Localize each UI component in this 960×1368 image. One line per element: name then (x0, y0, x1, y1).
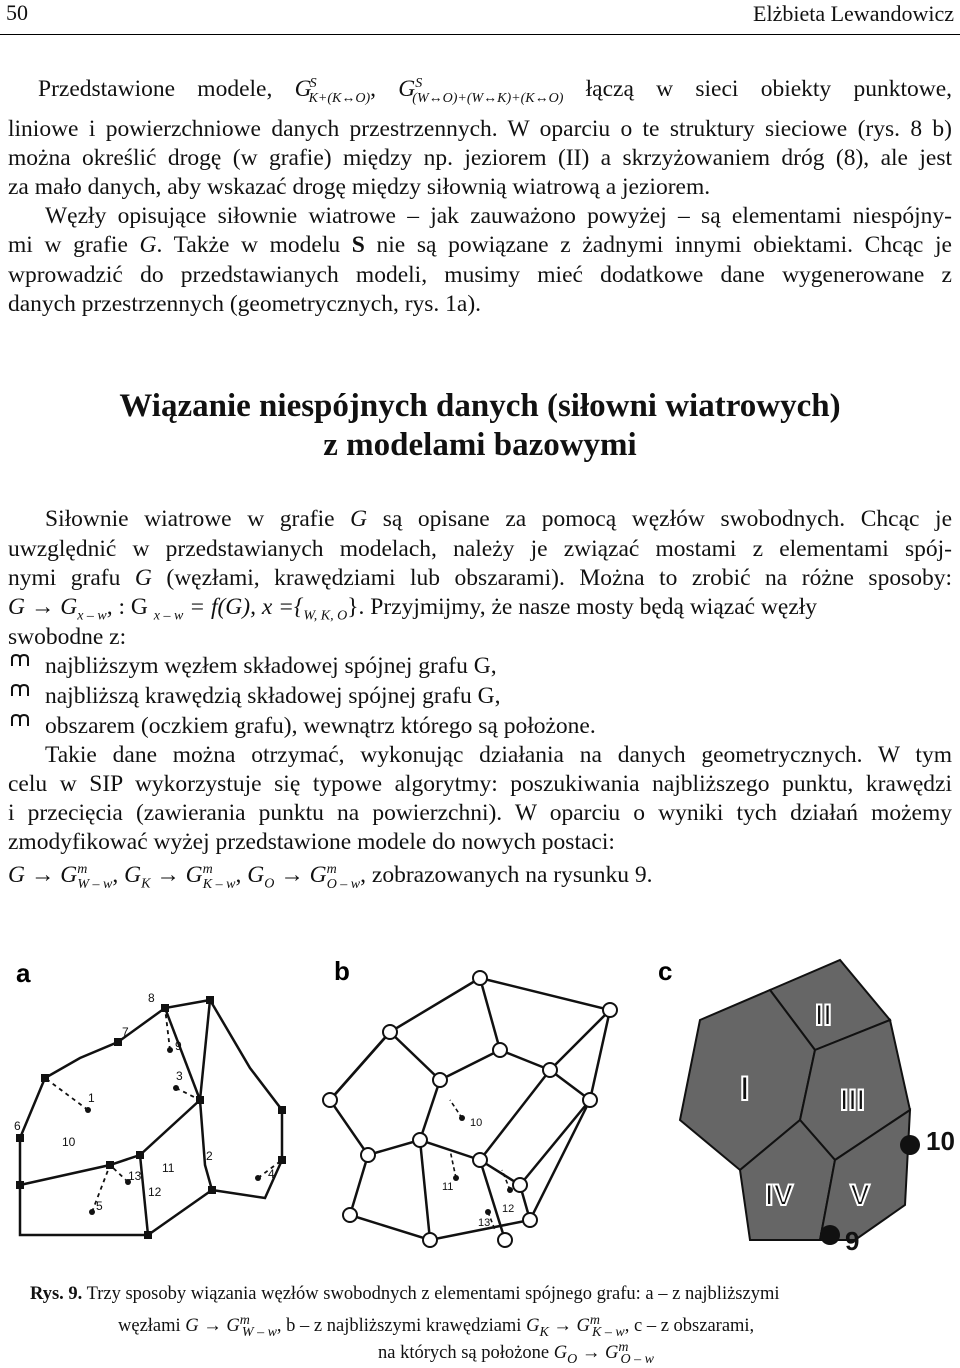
intro-line-3: można określić drogę (w grafie) między np. jeziorem (II) a skrzyżowaniem dróg (8), ale jest (8, 145, 952, 171)
author-name: Elżbieta Lewandowicz (753, 1, 954, 26)
graph-node (161, 1004, 169, 1012)
node-label: 5 (96, 1199, 103, 1213)
body-line-1: Siłownie wiatrowe w grafie G są opisane za pomocą węzłów swobodnych. Chcąc je (45, 506, 952, 532)
body-line-2: uwzględnić w przedstawianych modelach, należy je związać mostami z elementami spój- (8, 536, 952, 562)
node-label: 9 (175, 1039, 182, 1053)
bullet-icon (10, 710, 30, 730)
free-node-9 (820, 1225, 840, 1245)
region-label: III (840, 1084, 866, 1117)
node-label: 13 (478, 1217, 491, 1229)
panel-b-nodes (323, 971, 617, 1247)
node-label: 11 (442, 1181, 454, 1193)
region-label: II (815, 999, 832, 1032)
graph-node (136, 1151, 144, 1159)
free-node (255, 1175, 261, 1181)
body-p2-line-1: Takie dane można otrzymać, wykonując działania na danych geometrycznych. W tym (45, 742, 952, 768)
figure-caption-line-2: węzłami $G \to G^m_{W - w}$, b – z najbliższymi krawędziami $G_K \to G^m_{K - w}$, c – z obszarami, (118, 1313, 755, 1340)
graph-node (106, 1161, 114, 1169)
panel-label-c: c (658, 956, 673, 986)
graph-node (493, 1043, 507, 1057)
node-label: 10 (62, 1135, 76, 1149)
node-label: 13 (128, 1169, 142, 1183)
graph-node (603, 1003, 617, 1017)
graph-node (206, 996, 214, 1004)
graph-node (498, 1233, 512, 1247)
bullet-icon (10, 680, 30, 700)
graph-node (583, 1093, 597, 1107)
graph-node (144, 1231, 152, 1239)
node-label: 11 (162, 1161, 175, 1175)
section-title-line-1: Wiązanie niespójnych danych (siłowni wiatrowych) (119, 388, 841, 424)
region-label: I (740, 1070, 750, 1108)
page-number: 50 (6, 0, 28, 25)
node-label: 12 (502, 1203, 515, 1215)
panel-c-regions (680, 960, 910, 1240)
bullet-item-3: obszarem (oczkiem grafu), wewnątrz którego są położone. (45, 713, 596, 739)
bullet-marker (10, 710, 30, 736)
graph-node (278, 1156, 286, 1164)
graph-node (523, 1213, 537, 1227)
free-node-10 (900, 1135, 920, 1155)
graph-node (413, 1133, 427, 1147)
intro-line-2: liniowe i powierzchniowe danych przestrzennych. W oparciu o te struktury sieciowe (rys. 8 b) (8, 116, 952, 142)
bullet-marker (10, 650, 30, 676)
node-label: 7 (122, 1025, 129, 1039)
free-node (89, 1209, 95, 1215)
graph-node (343, 1208, 357, 1222)
figure-caption-line-3: na których są położone $G_O \to G^m_{O - w}$ (378, 1340, 654, 1367)
node-label: 9 (845, 1226, 860, 1256)
graph-node (114, 1038, 122, 1046)
node-label: 10 (926, 1126, 955, 1156)
free-node (459, 1115, 465, 1121)
bullet-item-1: najbliższym węzłem składowej spójnej grafu G, (45, 653, 497, 679)
intro-line-7: wprowadzić do przedstawianych modeli, musimy mieć dodatkowe dane wygenerowane z (8, 262, 952, 288)
node-label: 2 (206, 1149, 213, 1163)
figure-panel-a (0, 950, 310, 1250)
panel-a-edges (20, 1000, 282, 1235)
body-p2-line-4: zmodyfikować wyżej przedstawione modele do nowych postaci: (8, 829, 615, 855)
intro-line-8: danych przestrzennych (geometrycznych, rys. 1a). (8, 291, 482, 317)
graph-node (513, 1178, 527, 1192)
panel-b-labels (442, 1117, 514, 1229)
panel-a-bridges (45, 1008, 282, 1212)
figure-panel-b (320, 950, 630, 1260)
figure-caption-line-1: Rys. 9. Trzy sposoby wiązania węzłów swobodnych z elementami spójnego grafu: a – z najbliższymi (30, 1284, 780, 1304)
intro-line-6: mi w grafie G. Także w modelu S nie są powiązane z żadnymi innymi obiektami. Chcąc je (8, 232, 952, 258)
graph-node (323, 1093, 337, 1107)
free-node (507, 1187, 513, 1193)
graph-node (383, 1025, 397, 1039)
graph-node (543, 1063, 557, 1077)
free-node (173, 1085, 179, 1091)
body-line-5: swobodne z: (8, 624, 127, 650)
node-label: 4 (268, 1167, 275, 1181)
node-label: 6 (14, 1119, 21, 1133)
body-p2-line-2: celu w SIP wykorzystuje się typowe algorytmy: poszukiwania najbliższego punktu, krawędzi (8, 771, 952, 797)
intro-line-5: Węzły opisujące siłownie wiatrowe – jak zauważono powyżej – są elementami niespójny- (45, 203, 952, 229)
panel-b-edges (330, 978, 610, 1240)
graph-node (423, 1233, 437, 1247)
body-p2-line-3: i przecięcia (zawierania punktu na powierzchni). W oparciu o wyniki tych działań możemy (8, 800, 952, 826)
node-label: 1 (88, 1091, 95, 1105)
graph-node (473, 971, 487, 985)
section-title-line-2: z modelami bazowymi (323, 427, 637, 463)
graph-node (16, 1181, 24, 1189)
node-label: 10 (470, 1117, 483, 1129)
node-label: 3 (176, 1069, 183, 1083)
bullet-item-2: najbliższą krawędzią składowej spójnej grafu G, (45, 683, 501, 709)
intro-line-4: za mało danych, aby wskazać drogę między siłownią wiatrową a jeziorem. (8, 174, 711, 200)
bullet-marker (10, 680, 30, 706)
region-label: IV (765, 1179, 794, 1212)
panel-a-nodes (16, 996, 286, 1239)
region-label: V (850, 1179, 871, 1212)
graph-node (16, 1134, 24, 1142)
intro-line-1: Przedstawione modele, $G^S_{K+(K\leftrightarrow O)}$, $G^S_{(W\leftrightarrow O)+(W\leftrightarrow K)+(K\leftrightarrow O)}$ łączą w sieci obiekty punktowe, (38, 76, 952, 106)
node-label: 8 (148, 991, 155, 1005)
running-head (0, 0, 960, 35)
panel-label-a: a (16, 958, 31, 988)
free-node (85, 1107, 91, 1113)
graph-node (278, 1106, 286, 1114)
graph-node (208, 1186, 216, 1194)
free-node (453, 1175, 459, 1181)
graph-node (361, 1148, 375, 1162)
formula-line: $G \to G^m_{W - w}$, $G_K \to G^m_{K - w}$, $G_O \to G^m_{O - w}$, zobrazowanych na rysunku 9. (8, 862, 653, 892)
graph-node (433, 1073, 447, 1087)
bullet-icon (10, 650, 30, 670)
body-line-3: nymi grafu G (węzłami, krawędziami lub obszarami). Można to zrobić na różne sposoby: (8, 565, 952, 591)
free-node (485, 1209, 491, 1215)
free-node (167, 1047, 173, 1053)
figure-panel-c (640, 950, 960, 1260)
node-label: 12 (148, 1185, 162, 1199)
graph-node (196, 1096, 204, 1104)
graph-node (41, 1074, 49, 1082)
panel-label-b: b (334, 956, 350, 986)
graph-node (473, 1153, 487, 1167)
body-line-4: $G \to G_{x - w}$, : G $_{x - w}$ = f(G), $x =\{_{W, K, O}\}$. Przyjmijmy, że nasze mosty będą wiązać węzły (8, 594, 818, 624)
